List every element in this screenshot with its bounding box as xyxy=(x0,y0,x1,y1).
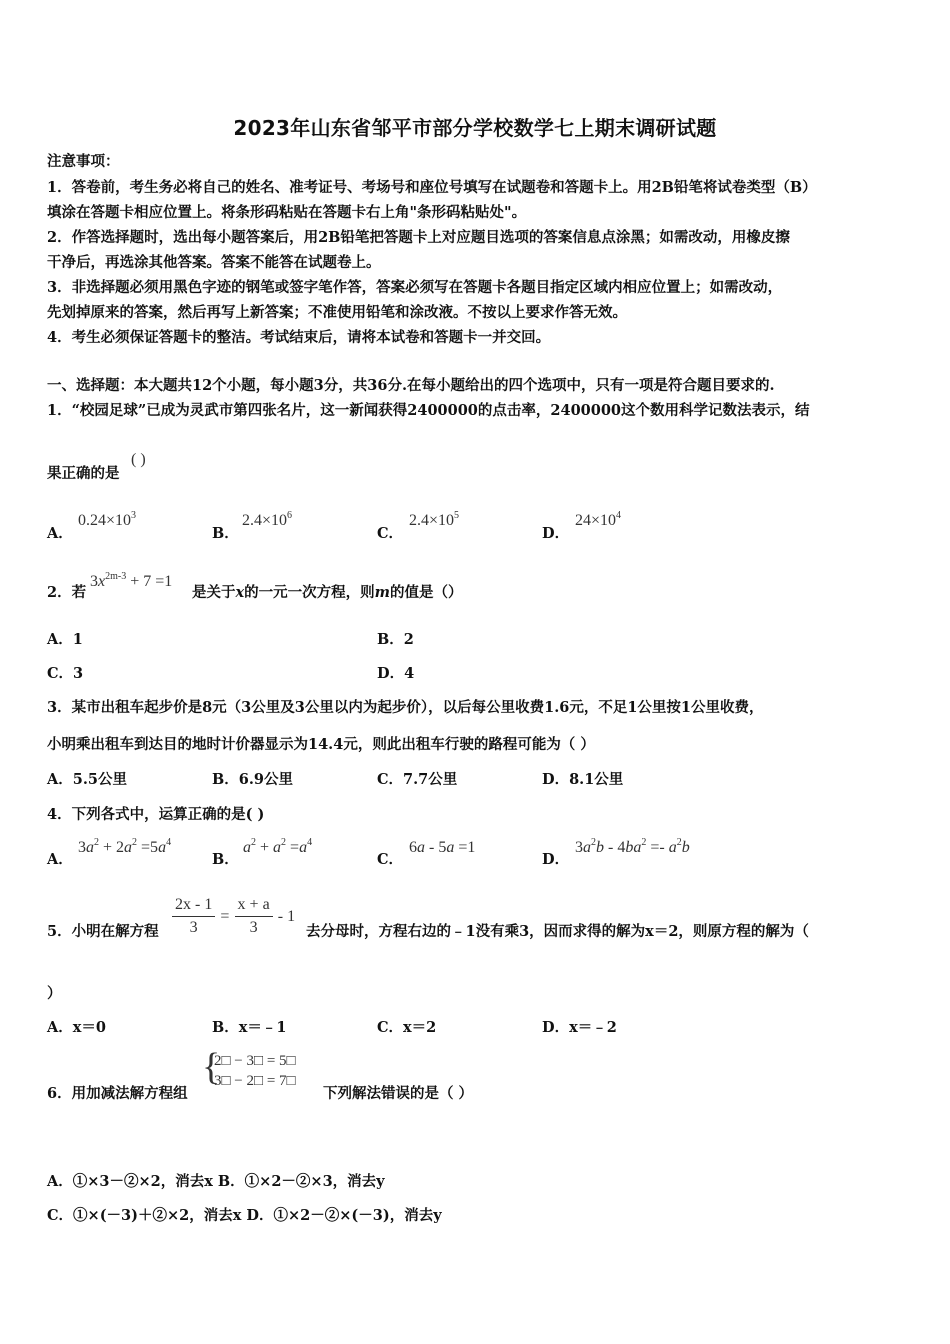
q5-fraction-right: $\frac{x + a}{3}$ xyxy=(235,896,273,937)
q4-stem: 4．下列各式中，运算正确的是( ) xyxy=(47,806,265,823)
notice-line-3: 2．作答选择题时，选出每小题答案后，用2B铅笔把答题卡上对应题目选项的答案信息点涂黑；如需改动，用橡皮擦 xyxy=(47,229,790,246)
q4-option-b-expr: $a^2 + a^2 =a^4$ xyxy=(243,837,313,856)
q1-option-b-expr: $2.4\times 10^6$ xyxy=(242,510,293,529)
q3-option-b: B．6.9公里 xyxy=(212,771,293,788)
q6-equation-2: 3□ − 2□ = 7□ xyxy=(214,1073,296,1089)
notice-line-4: 干净后，再选涂其他答案。答案不能答在试题卷上。 xyxy=(47,254,381,271)
q3-stem-line-1: 3．某市出租车起步价是8元（3公里及3公里以内为起步价），以后每公里收费1.6元，不足1公里按1公里收费， xyxy=(47,699,764,716)
q1-option-b-label: B． xyxy=(212,525,239,542)
q5-option-c: C．x＝2 xyxy=(377,1019,437,1036)
q6-stem-suffix: 下列解法错误的是（ ） xyxy=(323,1085,474,1102)
q3-option-d: D．8.1公里 xyxy=(542,771,624,788)
q2-stem-prefix: 2．若 xyxy=(47,584,87,601)
q5-equation: $\frac{2x - 1}{3}$ = $\frac{x + a}{3}$ - 1 xyxy=(172,896,295,937)
q1-answer-paren: ( ) xyxy=(131,451,146,468)
q4-option-a-expr: $3a^2 + 2a^2 =5a^4$ xyxy=(78,837,172,856)
section-heading: 一、选择题：本大题共12个小题，每小题3分，共36分.在每小题给出的四个选项中，只有一项是符合题目要求的. xyxy=(47,377,775,394)
q6-equation-1: 2□ − 3□ = 5□ xyxy=(214,1053,296,1069)
q5-fraction-left: $\frac{2x - 1}{3}$ xyxy=(172,896,215,937)
page-title: 2023年山东省邹平市部分学校数学七上期末调研试题 xyxy=(233,116,717,140)
notice-line-6: 先划掉原来的答案，然后再写上新答案；不准使用铅笔和涂改液。不按以上要求作答无效。 xyxy=(47,304,627,321)
q4-option-a-label: A． xyxy=(47,851,73,868)
q1-option-d-expr: $24\times 10^4$ xyxy=(575,510,622,529)
q1-stem-line-2: 果正确的是 xyxy=(47,465,120,482)
q4-option-d-label: D． xyxy=(542,851,570,868)
q4-option-c-expr: 6a - 5a =1 xyxy=(409,839,476,856)
q1-option-a-label: A． xyxy=(47,525,73,542)
notice-heading: 注意事项： xyxy=(47,153,120,170)
q4-option-c-label: C． xyxy=(377,851,404,868)
q3-option-a: A．5.5公里 xyxy=(47,771,127,788)
q5-option-d: D．x＝﹣2 xyxy=(542,1019,617,1036)
q2-option-a: A．1 xyxy=(47,631,83,648)
q1-option-a-expr: $0.24\times 10^3$ xyxy=(78,510,137,529)
q5-stem-suffix: 去分母时，方程右边的﹣1没有乘3，因而求得的解为x＝2，则原方程的解为（ xyxy=(306,923,809,940)
q6-stem-prefix: 6．用加减法解方程组 xyxy=(47,1085,188,1102)
q6-options-row-2: C．①×(－3)＋②×2，消去x D．①×2－②×(－3)，消去y xyxy=(47,1207,442,1224)
notice-line-7: 4．考生必须保证答题卡的整洁。考试结束后，请将本试卷和答题卡一并交回。 xyxy=(47,329,551,346)
q4-option-b-label: B． xyxy=(212,851,239,868)
q3-stem-line-2: 小明乘出租车到达目的地时计价器显示为14.4元，则此出租车行驶的路程可能为（ ） xyxy=(47,736,595,753)
q6-brace: { xyxy=(202,1046,221,1088)
q5-stem-close: ） xyxy=(47,985,62,1002)
q6-equation-system xyxy=(202,1046,324,1096)
q1-stem-line-1: 1．“校园足球”已成为灵武市第四张名片，这一新闻获得2400000的点击率，2400000这个数用科学记数法表示，结 xyxy=(47,402,810,419)
q2-equation: $3x^{2m-3} + 7 =1$ xyxy=(90,571,173,590)
q4-option-d-expr: $3a^2b - 4ba^2 =- a^2b$ xyxy=(575,837,690,856)
q2-option-d: D．4 xyxy=(377,665,415,682)
q5-stem-prefix: 5．小明在解方程 xyxy=(47,923,159,940)
q1-option-c-expr: $2.4\times 10^5$ xyxy=(409,510,460,529)
notice-line-5: 3．非选择题必须用黑色字迹的钢笔或签字笔作答，答案必须写在答题卡各题目指定区域内相应位置上；如需改动， xyxy=(47,279,783,296)
q3-option-c: C．7.7公里 xyxy=(377,771,458,788)
notice-line-1: 1．答卷前，考生务必将自己的姓名、准考证号、考场号和座位号填写在试题卷和答题卡上。用2B铅笔将试卷类型（B） xyxy=(47,179,817,196)
notice-line-2: 填涂在答题卡相应位置上。将条形码粘贴在答题卡右上角"条形码粘贴处"。 xyxy=(47,204,527,221)
q1-option-c-label: C． xyxy=(377,525,404,542)
q2-option-b: B．2 xyxy=(377,631,414,648)
q6-options-row-1: A．①×3－②×2，消去x B．①×2－②×3，消去y xyxy=(47,1173,385,1190)
q2-option-c: C．3 xyxy=(47,665,84,682)
q5-option-a: A．x＝0 xyxy=(47,1019,106,1036)
q2-stem-suffix: 是关于x的一元一次方程，则m的值是（） xyxy=(192,584,463,601)
q5-option-b: B．x＝﹣1 xyxy=(212,1019,287,1036)
q1-option-d-label: D． xyxy=(542,525,570,542)
